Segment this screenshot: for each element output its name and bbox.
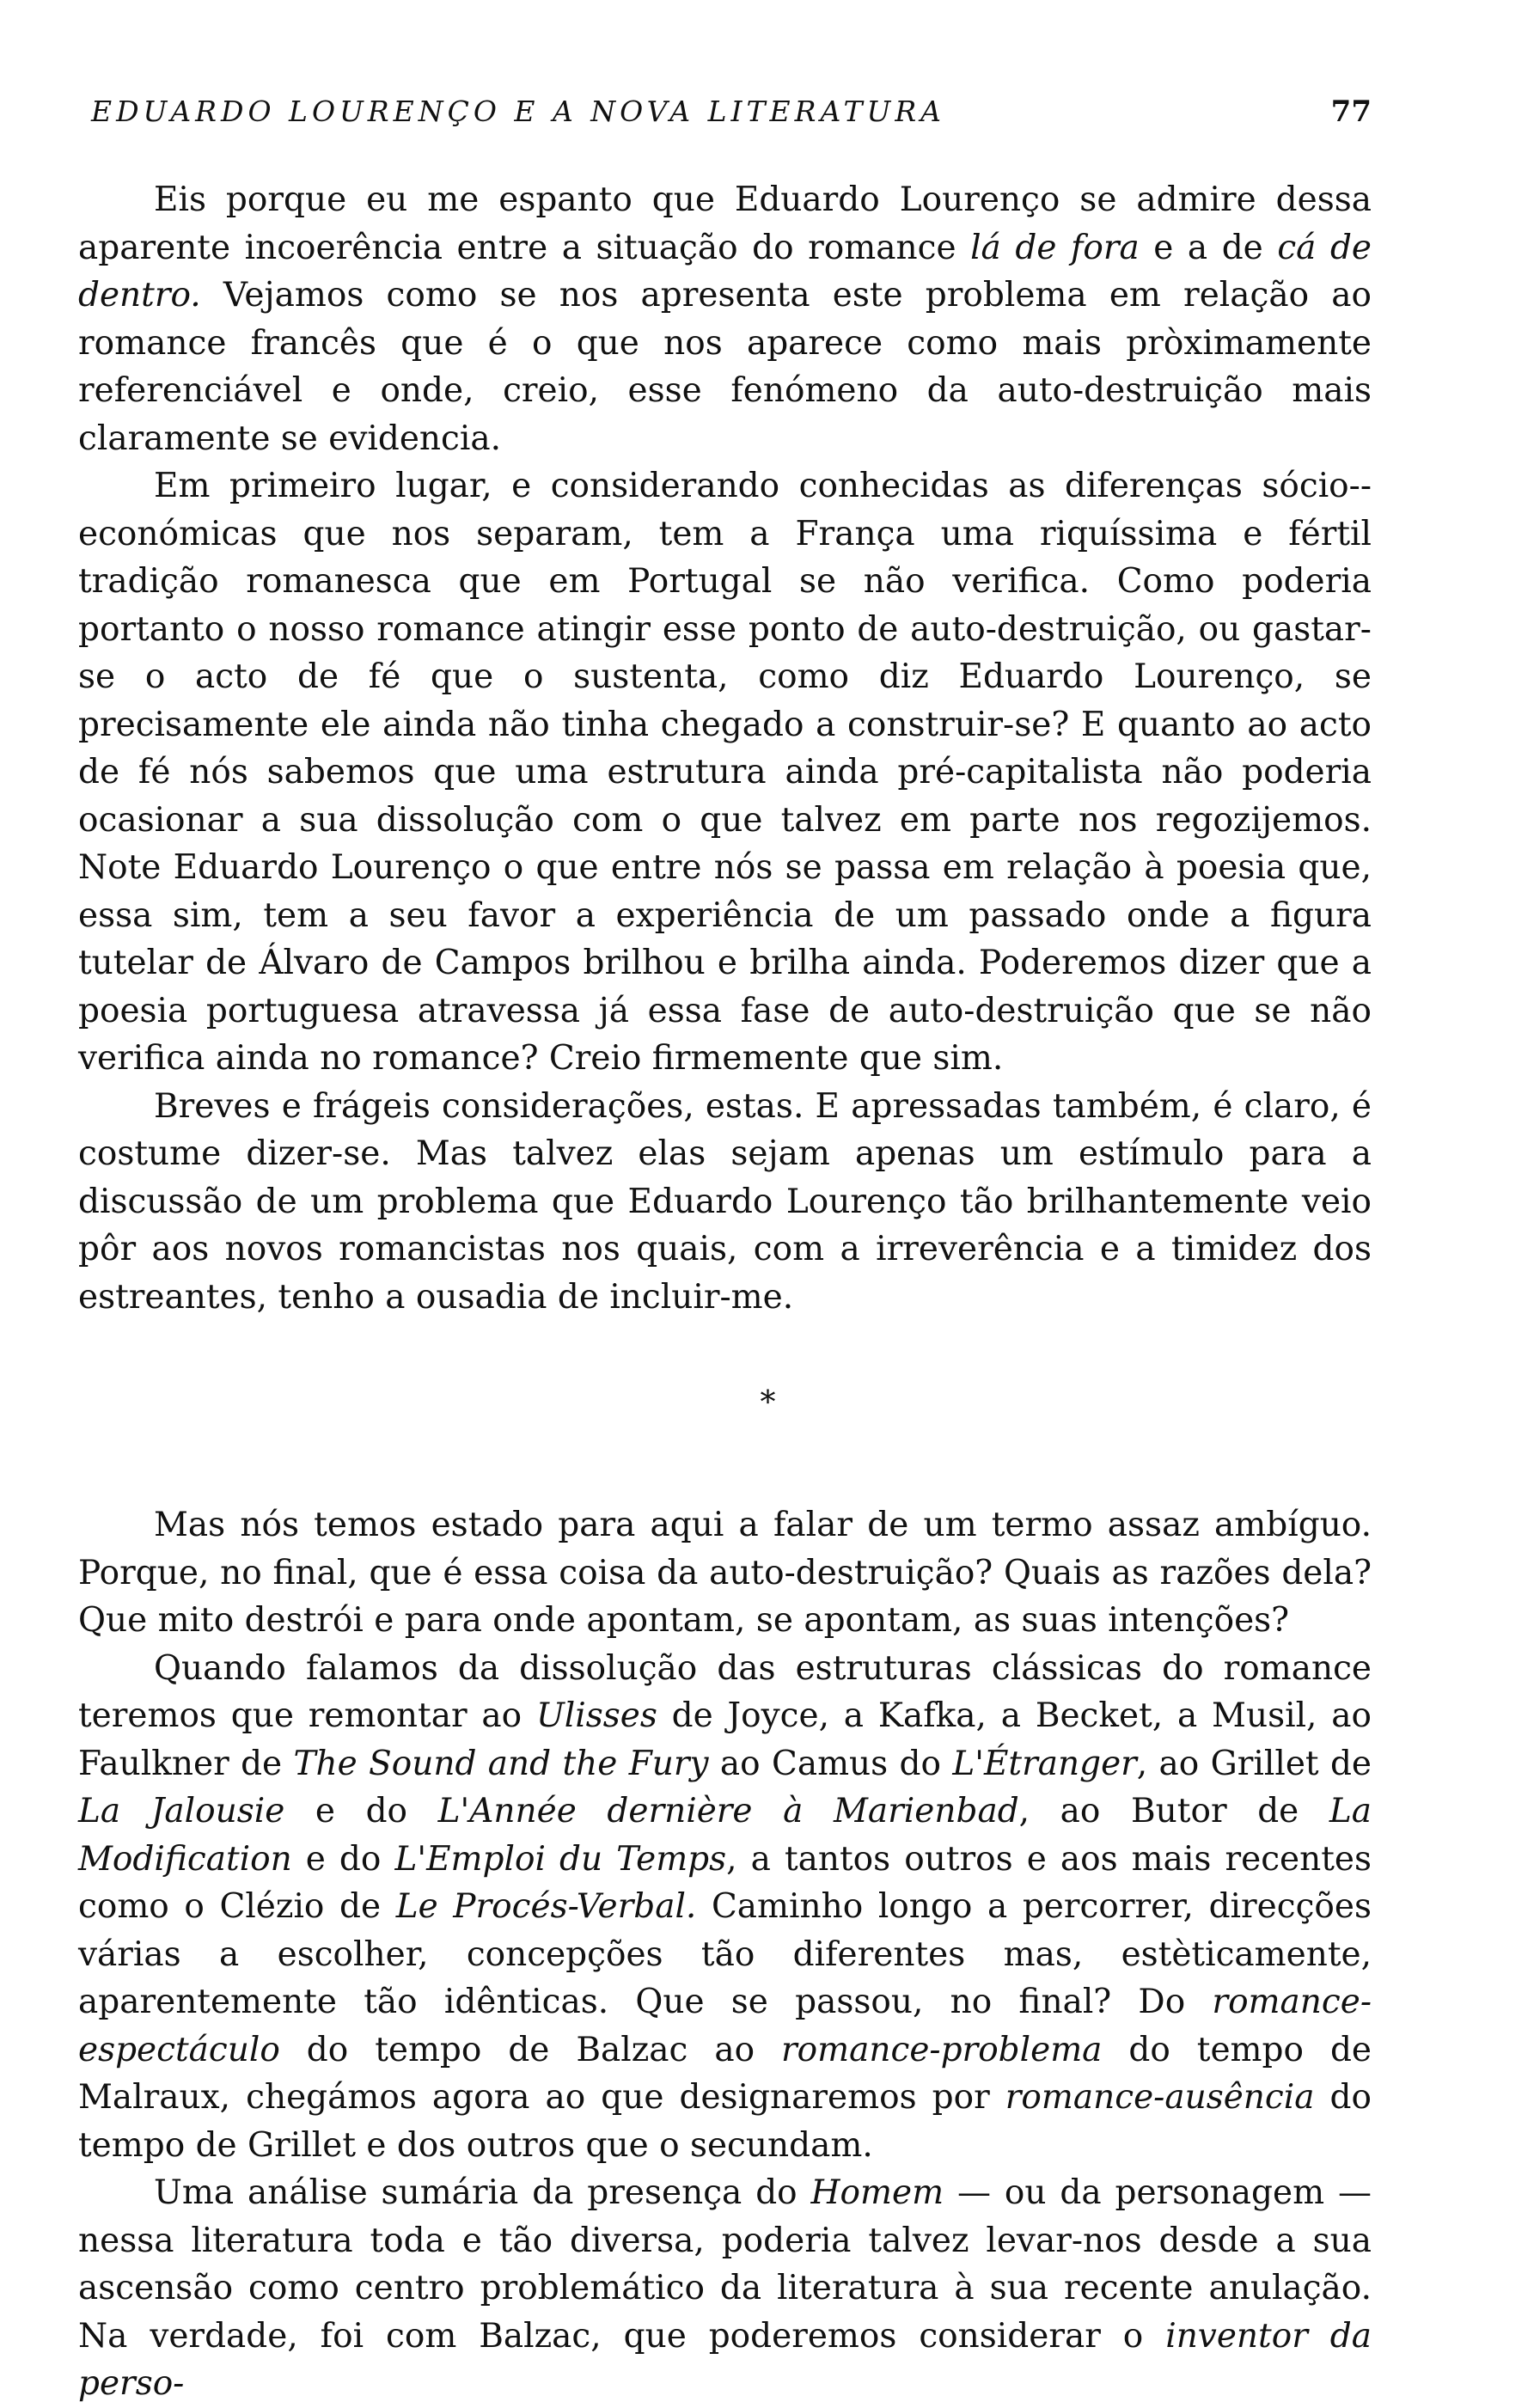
text-run: Eis porque eu me espanto que Eduardo Lourenço se admire dessa aparente incoerência entre a situação do romance bbox=[78, 180, 1372, 267]
paragraph bbox=[78, 1083, 1372, 1322]
italic-text: Le Procés-Verbal. bbox=[395, 1887, 697, 1926]
text-run: e a de bbox=[1139, 228, 1278, 267]
text-run: de Joyce, a Kafka, a Becket, a Musil, ao Faulkner de bbox=[78, 1696, 1372, 1783]
page-number: 77 bbox=[1330, 95, 1372, 129]
text-run: ao Camus do bbox=[708, 1744, 953, 1783]
text-run: e do bbox=[284, 1792, 438, 1830]
body-text bbox=[78, 176, 1372, 2408]
book-page bbox=[78, 0, 1372, 2403]
italic-text: Ulisses bbox=[535, 1696, 657, 1735]
text-run: e do bbox=[291, 1839, 395, 1879]
italic-text: inventor da perso- bbox=[78, 2316, 1372, 2403]
text-run: — ou da personagem — nessa literatura toda e tão diversa, poderia talvez levar-nos desde a sua ascensão como centro problemático da literatura à sua recente anulação. Na verdade, foi com Balzac, que poderemos considerar o bbox=[78, 2173, 1372, 2356]
running-head bbox=[78, 95, 1372, 138]
text-run: Quando falamos da dissolução das estruturas clássicas do romance teremos que remontar ao bbox=[78, 1648, 1372, 1735]
text-run: do tempo de Grillet e dos outros que o secundam. bbox=[78, 2078, 1372, 2165]
italic-text: L'Année dernière à Marienbad bbox=[437, 1792, 1019, 1830]
paragraph bbox=[78, 176, 1372, 462]
italic-text: L'Emploi du Temps bbox=[394, 1839, 727, 1879]
italic-text: The Sound and the Fury bbox=[293, 1744, 709, 1783]
text-section-after-break bbox=[78, 1501, 1372, 2408]
italic-text: La Jalousie bbox=[78, 1792, 285, 1830]
italic-text: L'Étranger bbox=[952, 1744, 1137, 1783]
text-run: Vejamos como se nos apresenta este problema em relação ao romance francês que é o que nos aparece como mais pròximamente referenciável e onde, creio, esse fenómeno da auto-destruição mais claramente se evidencia. bbox=[78, 276, 1372, 458]
section-separator bbox=[78, 1321, 1372, 1501]
paragraph bbox=[78, 462, 1372, 1083]
text-run: , a tantos outros e aos mais recentes como o Clézio de bbox=[78, 1839, 1372, 1926]
text-run: Caminho longo a percorrer, direcções várias a escolher, concepções tão diferentes mas, estèticamente, aparentemente tão idênticas. Que se passou, no final? Do bbox=[78, 1887, 1372, 2021]
italic-text: lá de fora bbox=[970, 228, 1140, 267]
text-section-before-break bbox=[78, 176, 1372, 1321]
text-run: Em primeiro lugar, e considerando conhecidas as diferenças sócio--económicas que nos separam, tem a França uma riquíssima e fértil tradição romanesca que em Portugal se não verifica. Como poderia portanto o nosso romance atingir esse ponto de auto-destruição, ou gastar-se o acto de fé que o sustenta, como diz Eduardo Lourenço, se precisamente ele ainda não tinha chegado a construir-se? E quanto ao acto de fé nós sabemos que uma estrutura ainda pré-capitalista não poderia ocasionar a sua dissolução com o que talvez em parte nos regozijemos. Note Eduardo Lourenço o que entre nós se passa em relação à poesia que, essa sim, tem a seu favor a experiência de um passado onde a figura tutelar de Álvaro de Campos brilhou e brilha ainda. Poderemos dizer que a poesia portuguesa atravessa já essa fase de auto-destruição que se não verifica ainda no romance? Creio firmemente que sim. bbox=[78, 467, 1372, 1078]
italic-text: romance-ausência bbox=[1005, 2078, 1315, 2117]
italic-text: romance-espectáculo bbox=[78, 1983, 1372, 2069]
paragraph bbox=[78, 2169, 1372, 2408]
italic-text: cá de dentro. bbox=[78, 228, 1372, 315]
text-run: , ao Grillet de bbox=[1136, 1744, 1372, 1783]
text-run: Mas nós temos estado para aqui a falar de um termo assaz ambíguo. Porque, no final, que é essa coisa da auto-destruição? Quais as razões dela? Que mito destrói e para onde apontam, se apontam, as suas intenções? bbox=[78, 1506, 1372, 1640]
text-run: Breves e frágeis considerações, estas. E apressadas também, é claro, é costume dizer-se. Mas talvez elas sejam apenas um estímulo para a discussão de um problema que Eduardo Lourenço tão brilhantemente veio pôr aos novos romancistas nos quais, com a irreverência e a timidez dos estreantes, tenho a ousadia de incluir-me. bbox=[78, 1086, 1372, 1317]
paragraph bbox=[78, 1501, 1372, 1645]
text-run: Uma análise sumária da presença do bbox=[154, 2173, 811, 2212]
italic-text: La Modification bbox=[78, 1792, 1372, 1879]
asterisk-separator: * bbox=[760, 1384, 776, 1421]
italic-text: Homem bbox=[810, 2173, 944, 2212]
paragraph bbox=[78, 1645, 1372, 2170]
text-run: do tempo de Malraux, chegámos agora ao que designaremos por bbox=[78, 2030, 1372, 2117]
running-title: EDUARDO LOURENÇO E A NOVA LITERATURA bbox=[91, 95, 945, 128]
italic-text: romance-problema bbox=[781, 2030, 1103, 2069]
text-run: do tempo de Balzac ao bbox=[279, 2030, 782, 2069]
text-run: , ao Butor de bbox=[1018, 1792, 1329, 1830]
